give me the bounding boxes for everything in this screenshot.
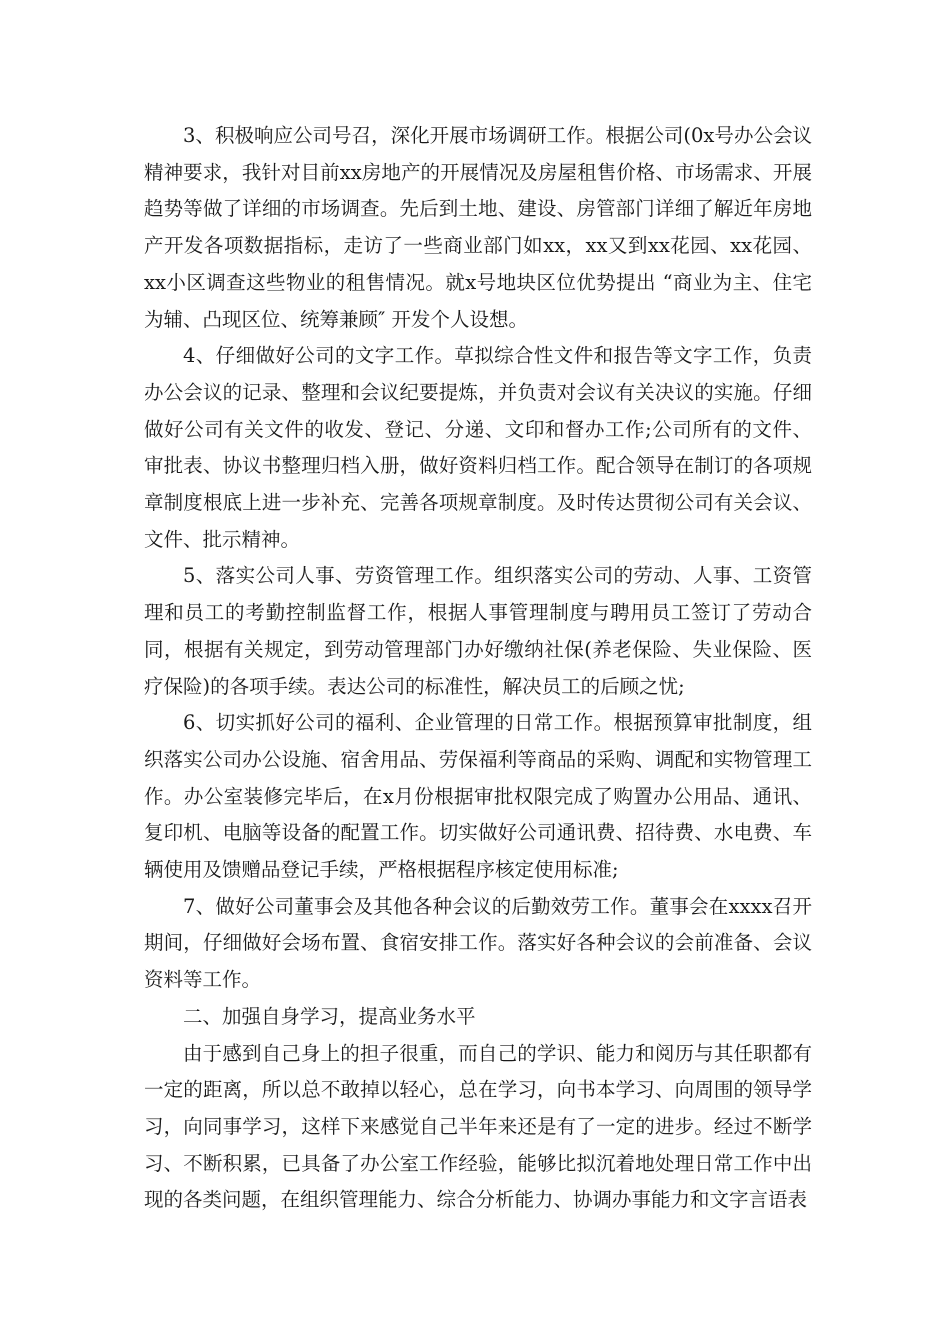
paragraph-item-6: 6、切实抓好公司的福利、企业管理的日常工作。根据预算审批制度，组织落实公司办公设施、宿舍用品、劳保福利等商品的采购、调配和实物管理工作。办公室装修完毕后，在x月份根据审批权限完成了购置办公用品、通讯、复印机、电脑等设备的配置工作。切实做好公司通讯费、招待费、水电费、车辆使用及馈赠品登记手续，严格根据程序核定使用标准; — [144, 711, 812, 882]
paragraph-item-5: 5、落实公司人事、劳资管理工作。组织落实公司的劳动、人事、工资管理和员工的考勤控制监督工作，根据人事管理制度与聘用员工签订了劳动合同，根据有关规定，到劳动管理部门办好缴纳社保(养老保险、失业保险、医疗保险)的各项手续。表达公司的标准性，解决员工的后顾之忧; — [144, 564, 812, 698]
document-page — [144, 118, 812, 1219]
paragraph-study: 由于感到自己身上的担子很重，而自己的学识、能力和阅历与其任职都有一定的距离，所以总不敢掉以轻心，总在学习，向书本学习、向周围的领导学习，向同事学习，这样下来感觉自己半年来还是有了一定的进步。经过不断学习、不断积累，已具备了办公室工作经验，能够比拟沉着地处理日常工作中出现的各类问题，在组织管理能力、综合分析能力、协调办事能力和文字言语表 — [144, 1041, 812, 1212]
paragraph-item-3: 3、积极响应公司号召，深化开展市场调研工作。根据公司(0x号办公会议精神要求，我针对目前xx房地产的开展情况及房屋租售价格、市场需求、开展趋势等做了详细的市场调查。先后到土地、建设、房管部门详细了解近年房地产开发各项数据指标，走访了一些商业部门如xx，xx又到xx花园、xx花园、xx小区调查这些物业的租售情况。就x号地块区位优势提出 “商业为主、住宅为辅、凸现区位、统筹兼顾″ 开发个人设想。 — [144, 124, 812, 331]
paragraph-item-7: 7、做好公司董事会及其他各种会议的后勤效劳工作。董事会在xxxx召开期间，仔细做好会场布置、食宿安排工作。落实好各种会议的会前准备、会议资料等工作。 — [144, 894, 812, 992]
section-heading-2: 二、加强自身学习，提高业务水平 — [183, 1004, 476, 1028]
paragraph-item-4: 4、仔细做好公司的文字工作。草拟综合性文件和报告等文字工作，负责办公会议的记录、整理和会议纪要提炼，并负责对会议有关决议的实施。仔细做好公司有关文件的收发、登记、分递、文印和督办工作;公司所有的文件、审批表、协议书整理归档入册，做好资料归档工作。配合领导在制订的各项规章制度根底上进一步补充、完善各项规章制度。及时传达贯彻公司有关会议、文件、批示精神。 — [144, 344, 812, 551]
